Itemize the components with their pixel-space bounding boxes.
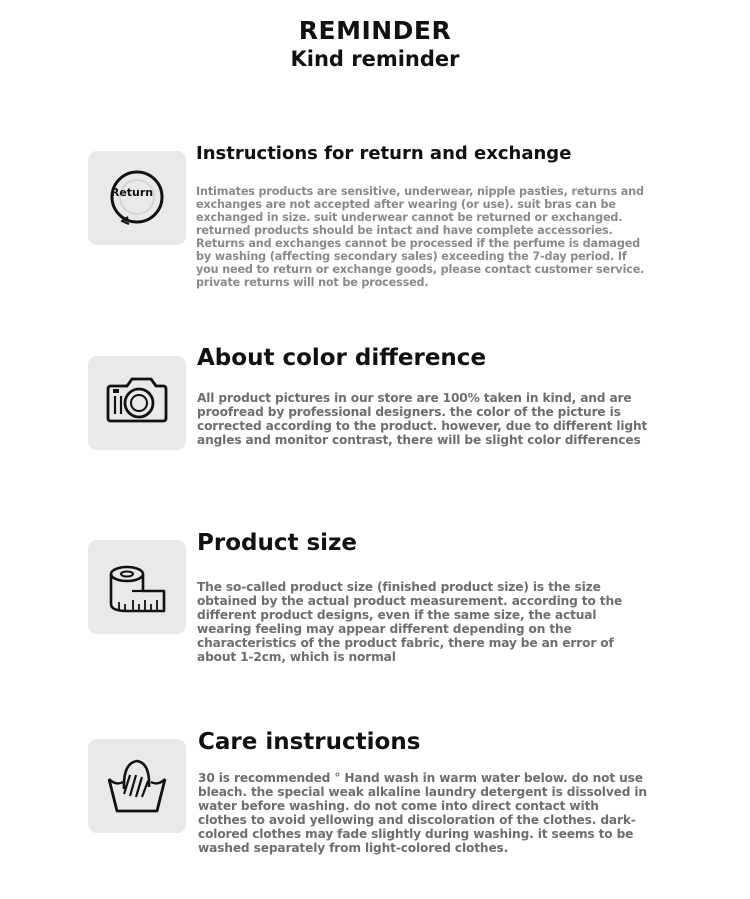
hand-wash-icon xyxy=(88,739,186,833)
page-header xyxy=(0,16,750,72)
return-icon-label: Return xyxy=(110,186,154,199)
section-body: Intimates products are sensitive, underwear, nipple pasties, returns and exchanges are not accepted after wearing (or use). suit bras can be exchanged in size. suit underwear cannot be returned or exchanged. returned products should be intact and have complete accessories. Returns and exchanges cannot be processed if the perfume is damaged by washing (affecting secondary sales) exceeding the 7-day period. If you need to return or exchange goods, please contact customer service. private returns will not be processed. xyxy=(196,185,645,289)
page-subtitle: Kind reminder xyxy=(290,47,460,71)
icon-tile xyxy=(88,151,186,245)
page-title: REMINDER xyxy=(298,16,452,45)
icon-tile xyxy=(88,540,186,634)
section-title: Product size xyxy=(197,530,358,556)
section-body: The so-called product size (finished product size) is the size obtained by the actual product measurement. according to the different product designs, even if the same size, the actual wearing feeling may appear different depending on the characteristics of the product fabric, there may be an error of about 1-2cm, which is normal xyxy=(197,580,623,664)
icon-tile xyxy=(88,356,186,450)
measuring-tape-icon xyxy=(88,540,186,634)
section-body: All product pictures in our store are 100% taken in kind, and are proofread by professional designers. the color of the picture is corrected according to the product. however, due to different light angles and monitor contrast, there will be slight color differences xyxy=(197,391,648,447)
camera-icon xyxy=(88,356,186,450)
section-body: 30 is recommended ° Hand wash in warm water below. do not use bleach. the special weak alkaline laundry detergent is dissolved in water before washing. do not come into direct contact with clothes to avoid yellowing and discoloration of the clothes. dark-colored clothes may fade slightly during washing. it seems to be washed separately from light-colored clothes. xyxy=(198,771,647,855)
section-title: Care instructions xyxy=(198,729,421,755)
section-title: Instructions for return and exchange xyxy=(196,143,572,164)
section-title: About color difference xyxy=(197,345,487,371)
icon-tile xyxy=(88,739,186,833)
